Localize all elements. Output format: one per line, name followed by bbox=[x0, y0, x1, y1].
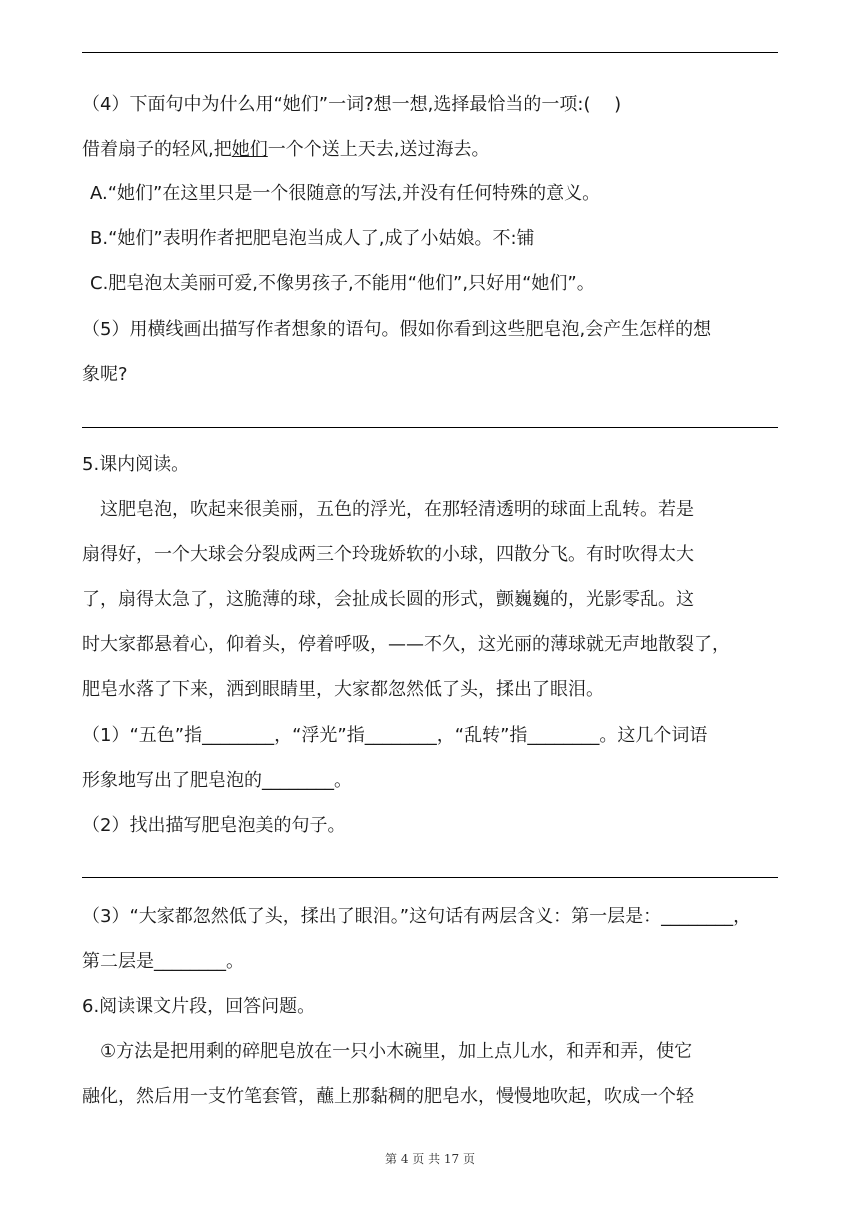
passage-line: 这肥皂泡，吹起来很美丽，五色的浮光，在那轻清透明的球面上乱转。若是 bbox=[82, 499, 694, 520]
answer-line bbox=[82, 877, 778, 878]
section-6-title: 6.阅读课文片段，回答问题。 bbox=[82, 996, 316, 1017]
passage-line: 时大家都悬着心，仰着头，停着呼吸，——不久，这光丽的薄球就无声地散裂了， bbox=[82, 634, 730, 655]
s5-q2: （2）找出描写肥皂泡美的句子。 bbox=[82, 815, 346, 836]
passage-line: 了，扇得太急了，这脆薄的球，会扯成长圆的形式，颤巍巍的，光影零乱。这 bbox=[82, 589, 694, 610]
q4-sentence bbox=[82, 137, 489, 163]
passage-line: 融化，然后用一支竹笔套管，蘸上那黏稠的肥皂水，慢慢地吹起，吹成一个轻 bbox=[82, 1086, 694, 1107]
q5-question-line2: 象呢? bbox=[82, 364, 128, 385]
passage-line: ①方法是把用剩的碎肥皂放在一只小木碗里，加上点儿水，和弄和弄，使它 bbox=[82, 1041, 693, 1062]
s5-q1-line1: （1）“五色”指________，“浮光”指________，“乱转”指________。这几个词语 bbox=[82, 725, 708, 746]
s5-q3-line2: 第二层是________。 bbox=[82, 951, 244, 972]
s5-q1-line2: 形象地写出了肥皂泡的________。 bbox=[82, 770, 352, 791]
q4-stem: （4）下面句中为什么用“她们”一词?想一想,选择最恰当的一项:( ) bbox=[82, 94, 622, 115]
q4-option-c: C.肥皂泡太美丽可爱,不像男孩子,不能用“他们”,只好用“她们”。 bbox=[90, 273, 595, 294]
q4-option-a: A.“她们”在这里只是一个很随意的写法,并没有任何特殊的意义。 bbox=[90, 183, 601, 204]
q4-sentence-underlined: 她们 bbox=[231, 139, 268, 160]
passage-line: 肥皂水落了下来，洒到眼睛里，大家都忽然低了头，揉出了眼泪。 bbox=[82, 679, 604, 700]
passage-line: 扇得好，一个大球会分裂成两三个玲珑娇软的小球，四散分飞。有时吹得太大 bbox=[82, 544, 694, 565]
answer-line bbox=[82, 427, 778, 428]
q4-sentence-post: 一个个送上天去,送过海去。 bbox=[267, 139, 490, 160]
header-rule bbox=[82, 52, 778, 53]
section-5-title: 5.课内阅读。 bbox=[82, 454, 190, 475]
q4-option-b: B.“她们”表明作者把肥皂泡当成人了,成了小姑娘。不:铺 bbox=[90, 228, 535, 249]
s5-q3-line1: （3）“大家都忽然低了头，揉出了眼泪。”这句话有两层含义：第一层是：________， bbox=[82, 906, 752, 927]
q4-sentence-pre: 借着扇子的轻风,把 bbox=[82, 139, 232, 160]
page-footer: 第 4 页 共 17 页 bbox=[385, 1152, 475, 1166]
q5-question-line1: （5）用横线画出描写作者想象的语句。假如你看到这些肥皂泡,会产生怎样的想 bbox=[82, 319, 712, 340]
